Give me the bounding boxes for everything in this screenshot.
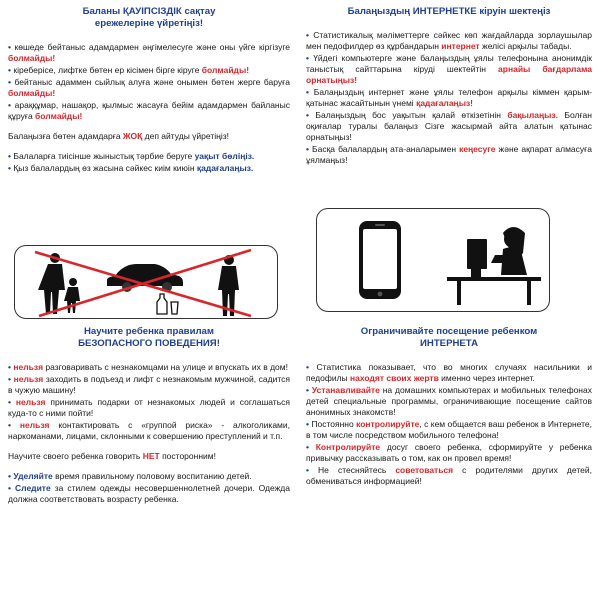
info-item: • Балаңыздың интернет және ұялы телефон арқылы кіммен қарым-қатынас жасайтынын үнемі қадағалаңыз! <box>306 87 592 108</box>
rule-item: • нельзя заходить в подъезд и лифт с незнакомым мужчиной, садится в чужую машину! <box>8 374 290 395</box>
info-item: • Контролируйте досуг своего ребенка, сформируйте у ребенка привычку рассказывать о том, как он провел время! <box>306 442 592 463</box>
info-item: • Басқа балалардың ата-аналарымен кеңесуге және ақпарат алмасуға ұялмаңыз! <box>306 144 592 165</box>
stranger-scene-icon <box>15 246 277 318</box>
rule-item: • Следите за стилем одежды несовершеннолетней дочери. Одежда должна соответствовать возрасту ребенка. <box>8 483 290 504</box>
rule-item: • нельзя контактировать с «группой риска» - алкоголиками, наркоманами, лицами, склонными к совершению преступлений и т.п. <box>8 420 290 441</box>
rule-item: • Қыз балалардың өз жасына сәйкес киім киюін қадағалаңыз. <box>8 163 254 173</box>
info-item: • Устанавливайте на домашних компьютерах и мобильных телефонах детей специальные программы, ограничивающие посещение сайтов анонимных знакомств! <box>306 385 592 417</box>
rule-item: • көшеде бейтаныс адамдармен әңгімелесуге және оны үйге кіргізуге болмайды! <box>8 42 290 63</box>
stranger-danger-illustration <box>14 245 278 319</box>
rule-item: • араққұмар, нашақор, қылмыс жасауға бейім адамдармен байланыс құруға болмайды! <box>8 100 290 121</box>
rule-item: • кіреберісе, лифтке бөтен ер кісімен бірге кіруге болмайды! <box>8 65 250 75</box>
title-line: БЕЗОПАСНОГО ПОВЕДЕНИЯ! <box>78 338 220 349</box>
say-no-line: Балаңызға бөтен адамдарға ЖОҚ деп айтуды үйретіңіз! <box>8 131 229 141</box>
rule-item: • Балаларға тиісінше жыныстық тәрбие беруге уақыт бөліңіз. <box>8 151 255 161</box>
rule-item: • бейтаныс адаммен сыйлық алуға және онымен бөтен жерге баруға болмайды! <box>8 77 290 98</box>
section-title <box>8 6 290 30</box>
phone-and-computer-icon <box>317 209 549 311</box>
info-item: • Статистика показывает, что во многих случаях насильники и педофилы находят своих жертв именно через интернет. <box>306 362 592 383</box>
info-item: • Балаңыздың бос уақытын қалай өткізетінін бақылаңыз. Болған оқиғалар туралы балаңыз Сізге жасырмай айта алатын қатынас орнатыңыз! <box>306 110 592 142</box>
title-line: ИНТЕРНЕТА <box>420 338 478 349</box>
rule-item: • нельзя разговаривать с незнакомцами на улице и впускать их в дом! <box>8 362 288 372</box>
say-no-line: Научите своего ребенка говорить НЕТ посторонним! <box>8 451 216 461</box>
section-title <box>306 326 592 350</box>
section-safety-ru <box>8 326 290 606</box>
title-line: ережелеріне үйретіңіз! <box>94 18 204 29</box>
section-internet-ru <box>306 326 592 606</box>
section-title: Балаңыздың ИНТЕРНЕТКЕ кіруін шектеңіз <box>347 6 551 17</box>
rule-item: • нельзя принимать подарки от незнакомых людей и соглашаться куда-то с ними пойти! <box>8 397 290 418</box>
info-item: • Үйдегі компьютерге және балаңыздың ұялы телефонына анонимдік таныстық сайттарына кіруді шектейтін арнайы бағдарлама орнатыңыз! <box>306 53 593 85</box>
info-item: • Не стесняйтесь советоваться с родителями других детей, обмениваться информацией! <box>306 465 592 486</box>
internet-illustration <box>316 208 550 312</box>
title-line: Баланы ҚАУІПСІЗДІК сақтау <box>82 6 216 17</box>
title-line: Ограничивайте посещение ребенком <box>360 326 538 337</box>
section-title <box>8 326 290 350</box>
info-item: • Статистикалық мәліметтерге сәйкес көп жағдайларда зорлаушылар мен педофилдер өз құрбандарын интернет желісі арқылы табады. <box>306 30 592 51</box>
title-line: Научите ребенка правилам <box>83 326 214 337</box>
rule-item: • Уделяйте время правильному половому воспитанию детей. <box>8 471 252 481</box>
info-item: • Постоянно контролируйте, с кем общается ваш ребенок в Интернете, в том числе посредством мобильного телефона! <box>306 419 592 440</box>
